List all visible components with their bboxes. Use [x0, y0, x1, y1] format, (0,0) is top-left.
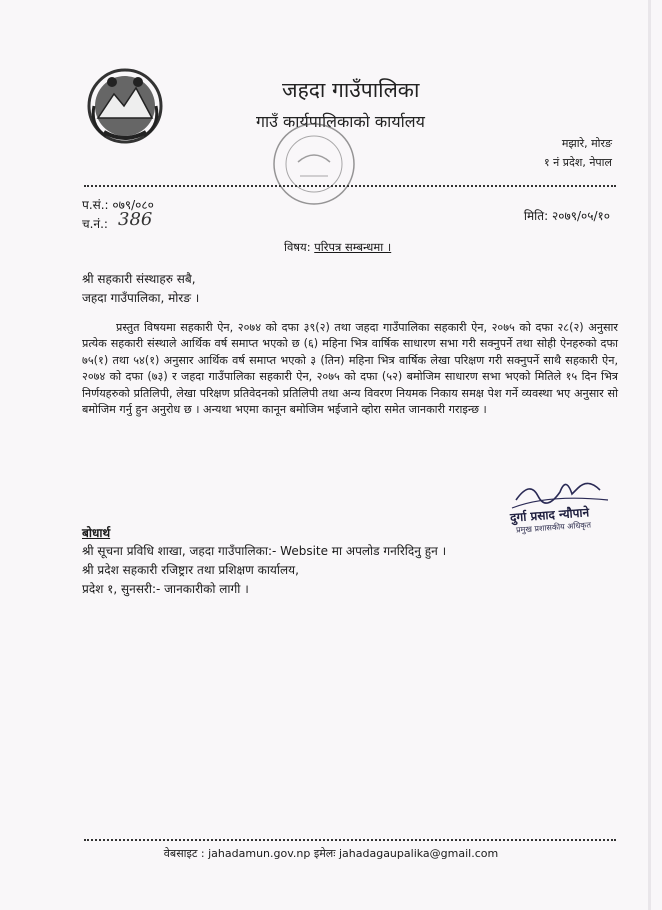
letter-date: मिति: २०७९/०५/१० [523, 209, 610, 223]
chalani-number: 386 [118, 209, 153, 230]
office-name: जहदा गाउँपालिका [282, 78, 420, 102]
addressee [82, 270, 199, 308]
address-line-2: १ नं प्रदेश, नेपाल [543, 156, 612, 169]
cc-item: प्रदेश १, सुनसरी:- जानकारीको लागी । [82, 582, 249, 596]
chalani-label: च.नं.: [82, 217, 108, 231]
signatory-name: दुर्गा प्रसाद न्यौपाने [509, 505, 590, 525]
cc-item: श्री सूचना प्रविधि शाखा, जहदा गाउँपालिका:- Website मा अपलोड गनरिदिनु हुन । [82, 544, 447, 558]
patra-sankhya: प.सं.: ०७९/०८० [82, 198, 154, 212]
letter-body: प्रस्तुत विषयमा सहकारी ऐन, २०७४ को दफा ३९(२) तथा जहदा गाउँपालिका सहकारी ऐन, २०७५ को दफा २८(२) अनुसार प्रत्येक सहकारी संस्थाले आर्थिक वर्ष समाप्त भएको छ (६) महिना भित्र वार्षिक साधारण सभा गरी सक्नुपर्ने तथा सोही ऐनहरुको दफा ७५(१) तथा ५४(१) अनुसार आर्थिक वर्ष समाप्त भएको ३ (तिन) महिना भित्र वार्षिक लेखा परिक्षण गरी सक्नुपर्ने साथै सहकारी ऐन, २०७४ को दफा (७३) र जहदा गाउँपालिका सहकारी ऐन, २०७५ को दफा (५२) बमोजिम साधारण सभा भएको मितिले १५ दिन भित्र निर्णयहरुको प्रतिलिपी, लेखा परिक्षण प्रतिवेदनको प्रतिलिपी तथा अन्य विवरण नियमक निकाय समक्ष पेश गर्ने व्यवस्था भए अनुसार सो बमोजिम गर्नु हुन अनुरोध छ । अन्यथा भएमा कानून बमोजिम भईजाने व्होरा समेत जानकारी गराइन्छ । [82, 321, 618, 417]
nepal-emblem-icon [84, 66, 166, 146]
office-stamp-icon [268, 118, 360, 210]
office-subtitle: गाउँ कार्यपालिकाको कार्यालय [256, 112, 425, 131]
addressee-line-2: जहदा गाउँपालिका, मोरङ । [82, 291, 200, 305]
cc-list [82, 542, 446, 599]
footer-contact: वेबसाइट : jahadamun.gov.np इमेलः jahadagaupalika@gmail.com [163, 847, 499, 860]
subject-label: विषय: [284, 240, 311, 254]
footer-divider [84, 839, 616, 841]
signatory-role: प्रमुख प्रशासकीय अधिकृत [515, 520, 592, 535]
cc-heading: बोधार्थ [82, 526, 111, 540]
address-line-1: मझारे, मोरङ [561, 137, 612, 150]
addressee-line-1: श्री सहकारी संस्थाहरु सबै, [82, 272, 196, 286]
subject-text: परिपत्र सम्बन्धमा । [314, 240, 392, 254]
page-edge [648, 0, 651, 910]
cc-item: श्री प्रदेश सहकारी रजिष्ट्रार तथा प्रशिक्षण कार्यालय, [82, 563, 299, 577]
header-divider [84, 185, 616, 187]
subject-line [284, 240, 391, 255]
